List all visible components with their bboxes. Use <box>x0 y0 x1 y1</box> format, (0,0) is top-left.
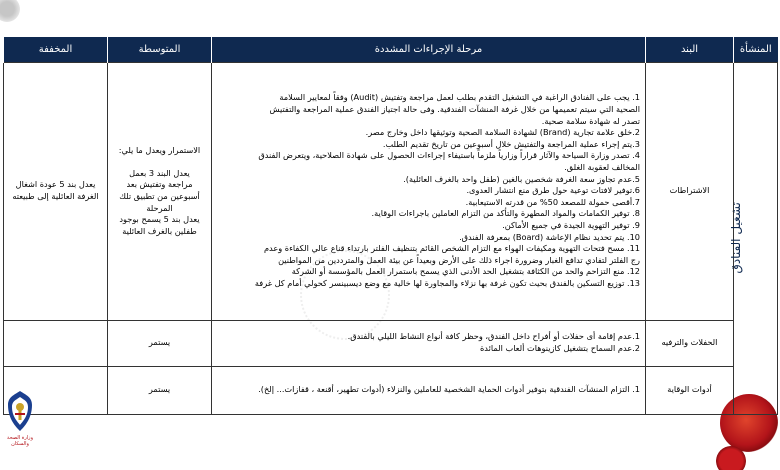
virus-watermark-icon <box>0 0 20 22</box>
measure-line: 1.عدم إقامة أى حفلات أو أفراح داخل الفندق، وحظر كافة أنواع النشاط الليلي بالفندق. <box>347 331 640 342</box>
table-row <box>4 62 778 320</box>
cell-line: يستمر <box>148 337 171 348</box>
ministry-of-health-emblem-icon <box>6 389 34 433</box>
mid-cell <box>108 366 212 414</box>
low-cell <box>4 62 108 320</box>
header-low: المخففة <box>4 37 108 62</box>
measure-line: 7.أقصى حمولة للمصعد 50% من قدرته الاستيعابية. <box>465 196 640 207</box>
phase-cell <box>728 62 778 414</box>
measure-line: 9. توفير التهوية الجيدة في جميع الأماكن. <box>502 219 640 230</box>
measure-line: 8. توفير الكمامات والمواد المطهرة والتأكد من التزام العاملين باجراءات الوقاية. <box>371 208 640 219</box>
header-strict: مرحلة الإجراءات المشددة <box>212 37 646 62</box>
measure-line: 5.عدم تجاوز سعة الغرفة شخصين بالغين (طفل واحد بالغرف العائلية). <box>403 173 640 184</box>
cell-line <box>113 156 206 168</box>
measure-line: 10. يتم تحديد نظام الإعاشة (Board) بمعرفة الفندق. <box>459 231 640 242</box>
low-cell <box>4 320 108 366</box>
table-row <box>4 366 778 414</box>
item-cell: الاشتراطات <box>646 62 734 320</box>
virus-decoration-icon <box>716 446 746 470</box>
measure-line: 1. التزام المنشآت الفندقية بتوفير أدوات الحماية الشخصية للعاملين والنزلاء (أدوات تطهير، أقنعة ، قفازات... إلخ). <box>258 384 640 395</box>
cell-line: طفلين بالغرف العائلية <box>122 225 197 236</box>
measures-table <box>3 37 778 415</box>
measure-line: 13. توزيع التسكين بالفندق بحيث تكون غرفة بها نزلاء والمجاورة لها خالية مع وضع ديسبينسر كحولي أمام كل غرفة <box>254 277 640 288</box>
strict-cell <box>212 366 646 414</box>
header-item: البند <box>646 37 734 62</box>
measure-line: تصدر له شهادة سلامة صحية. <box>541 115 640 126</box>
cell-line: الغرفة العائلية إلى طبيعته <box>12 191 99 201</box>
measure-line: 2.خلق علامة تجارية (Brand) لشهادة السلامة الصحية وتوثيقها داخل وخارج مصر. <box>365 127 640 138</box>
item-cell: الحفلات والترفيه <box>646 320 734 366</box>
cell-line: الاستمرار ويعدل ما يلي: <box>118 144 201 155</box>
measure-line: 12. منع التزاحم والحد من الكثافة بتشغيل الحد الأدنى الذي يسمح باستمرار العمل بالمؤسسة أو الشركة <box>291 266 640 277</box>
ministry-logo-text: وزارة الصحة والسكان <box>7 435 33 447</box>
table-header-row <box>4 37 778 62</box>
mid-cell <box>108 62 212 320</box>
strict-cell <box>212 62 646 320</box>
cell-line: يعدل بند 5 يسمح بوجود <box>119 214 200 225</box>
header-phase: المنشأة <box>734 37 778 62</box>
measure-line: رج الفلتر لتفادي تدافع الغبار وضرورة اجراء ذلك على الأرض وبعيداً عن بيئة العمل والمترددين من المواطنين <box>278 254 640 265</box>
ministry-logo <box>3 385 37 455</box>
item-cell: أدوات الوقاية <box>646 366 734 414</box>
measure-line: 1. يجب على الفنادق الراغبة في التشغيل التقدم بطلب لعمل مراجعة وتفتيش (Audit) وفقاً لمعايير السلامة <box>279 92 640 103</box>
cell-line: يعدل البند 3 بعمل <box>129 167 190 178</box>
measure-line: الصحية التي سيتم تعميمها من خلال غرفة المنشآت الفندقية. وفى حالة اجتياز الفندق عملية المراجعة والتفتيش <box>269 104 640 115</box>
cell-line <box>9 337 102 349</box>
table-row <box>4 320 778 366</box>
measure-line: 11. مسح فتحات التهوية ومكيفات الهواء مع التزام الشخص القائم بتنظيف الفلتر بارتداء قناع عالي الكفاءة وعدم <box>263 243 640 254</box>
measure-line: المخالف لعقوبة الغلق. <box>564 162 640 173</box>
phase-label: تشغيل الفنادق <box>728 201 743 274</box>
measure-line: 4. تصدر وزارة السياحة والآثار قراراً وزارياً ملزماً باستيفاء إجراءات الحصول على شهادة الصلاحية، ويتعرض الفندق <box>258 150 640 161</box>
cell-line: مراجعة وتفتيش بعد <box>126 179 193 190</box>
mid-cell <box>108 320 212 366</box>
measure-line: 6.توفير لافتات توعية حول طرق منع انتشار العدوى. <box>466 185 640 196</box>
cell-line: يستمر <box>148 384 171 395</box>
cell-line: المرحلة <box>146 202 173 213</box>
measure-line: 3.يتم إجراء عملية المراجعة والتفتيش خلال أسبوعين من تاريخ تقديم الطلب. <box>382 138 640 149</box>
cell-line: أسبوعين من تطبيق تلك <box>119 191 200 201</box>
measure-line: 2.عدم السماح بتشغيل كازينوهات ألعاب المائدة <box>480 343 640 353</box>
cell-line: يعدل بند 5 عودة اشغال <box>15 179 96 190</box>
header-mid: المتوسطة <box>108 37 212 62</box>
strict-cell <box>212 320 646 366</box>
